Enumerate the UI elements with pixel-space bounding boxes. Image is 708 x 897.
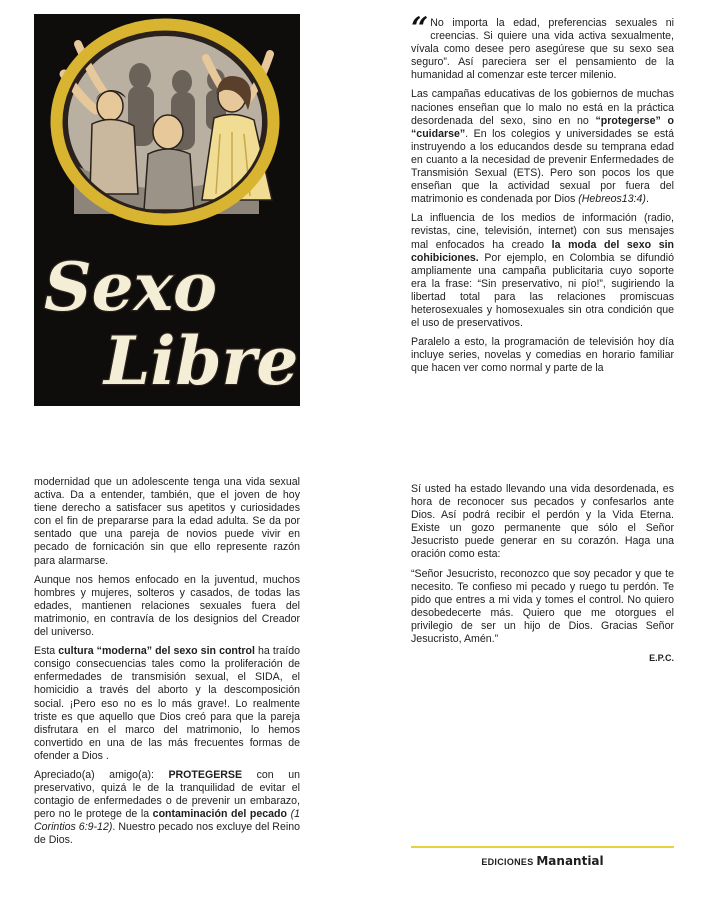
text-run: Las campañas educativas de los gobiernos de muchas naciones enseñan que lo malo no está en la práctica desordenada del sexo, sino en no (411, 88, 674, 127)
text-run: Aunque nos hemos enfocado en la juventud, muchos hombres y mujeres, solteros y casados, de todas las edades, mantienen relaciones sexuales fuera del matrimonio, en contravía de los designios del Creador del universo. (34, 573, 300, 639)
opening-quote-mark: “ (411, 11, 426, 46)
paragraph (34, 476, 300, 568)
text-run: la moda del sexo sin cohibiciones. (411, 238, 674, 264)
column-body (34, 476, 300, 848)
publisher-prefix: EDICIONES (481, 857, 534, 867)
paragraph (411, 336, 674, 375)
text-run: modernidad que un adolescente tenga una vida sexual activa. Da a entender, también, que el joven de hoy tiene derecho a satisfacer sus apetitos y curiosidades con el fin de prepararse para la edad adulta. Se da por sentado que una pareja de novios puede vivir en pecado de fornicación sin que ello represente razón para alarmarse. (34, 476, 300, 567)
column-body (411, 11, 674, 375)
text-run: Paralelo a esto, la programación de televisión hoy día incluye series, novelas y comedias en horario familiar que hacen ver como normal y parte de la (411, 336, 674, 375)
text-run: Por ejemplo, en Colombia se difundió ampliamente una campaña publicitaria cuyo soporte era la frase: “Sin preservativo, ni pío!”, sugiriendo la libertad total para las relaciones promiscuas heterosexuales y homosexuales sin otra condición que el uso de preservativos. (411, 251, 674, 330)
paragraph (34, 574, 300, 639)
cover-title-line1: Sexo (44, 248, 218, 326)
text-run: Sí usted ha estado llevando una vida desordenada, es hora de reconocer sus pecados y confesarlos ante Dios. Así podrá recibir el perdón y la Vida Eterna. Existe un gozo permanente que sólo el Señor Jesucristo puede generar en su corazón. Haga una oración como esta: (411, 483, 674, 561)
paragraph (34, 645, 300, 763)
text-run: . Nuestro pecado nos excluye del Reino de Dios. (34, 821, 300, 847)
text-run: “Señor Jesucristo, reconozco que soy pecador y que te necesito. Te confieso mi pecado y ruego tu perdón. Te pido que entres a mi vida y tomes el control. No quiero desobedecerte más. Quiero que me otorgues el privilegio de ser un hijo de Dios. Gracias Señor Jesucristo, Amén.” (411, 567, 674, 646)
text-run: ha traído consigo consecuencias tales como la proliferación de enfermedades de transmisión sexual, el SIDA, el homicidio a través del aborto y la descomposición social. ¡Pero eso no es lo más grave!. Lo realmente triste es que aquello que Dios creó para que la pareja disfrutara en el marco del matrimonio, lo hemos convertido en una de las más frecuentes formas de ofender a Dios . (34, 645, 300, 762)
text-run: con un preservativo, quizá le de la tranquilidad de evitar el contagio de enfermedades o de prevenir un embarazo, pero no le protege de la (34, 768, 300, 821)
author-signature: E.P.C. (649, 653, 674, 664)
text-run: . En los colegios y universidades se está instruyendo a los educandos desde su temprana edad en cuanto a la necesidad de prevenir Enfermedades de Transmisión Sexual (ETS). Pero son pocos los que enseñan que la actividad sexual por fuera del matrimonio es condenada por Dios (411, 127, 674, 206)
article-column-bottom-right (411, 483, 674, 665)
paragraph (411, 568, 674, 647)
paragraph (411, 88, 674, 206)
publisher-footer (411, 846, 674, 868)
paragraph (411, 483, 674, 562)
cover-art (34, 14, 300, 406)
text-run: contaminación del pecado (152, 808, 287, 821)
text-run: (1 Corintios 6:9-12) (34, 808, 300, 834)
text-run: (Hebreos13:4) (578, 193, 646, 206)
text-run: . (645, 193, 649, 206)
publisher-brand: Manantial (536, 854, 604, 868)
text-run: “protegerse” o “cuidarse” (411, 114, 674, 140)
text-run: PROTEGERSE (168, 768, 243, 781)
cover-illustration (34, 14, 300, 406)
cover-title-line2: Libre (104, 322, 299, 400)
text-run: No importa la edad, preferencias sexuales ni creencias. Si quiere una vida activa sexualmente, vívala como desee pero asegúrese que su sexo sea seguro”. Así pareciera ser el pensamiento de la humanidad al comenzar este tercer milenio. (411, 17, 674, 82)
text-run: Apreciado(a) amigo(a): (34, 768, 169, 781)
text-run: La influencia de los medios de información (radio, revistas, cine, televisión, internet) con sus mensajes mal enfocados ha creado (411, 212, 674, 251)
text-run: cultura “moderna” del sexo sin control (58, 645, 255, 658)
article-column-bottom-left (34, 476, 300, 854)
paragraph (411, 212, 674, 330)
column-body (411, 483, 674, 646)
article-column-top-right (411, 11, 674, 381)
text-run: Esta (34, 645, 59, 658)
paragraph (34, 769, 300, 848)
paragraph (411, 11, 674, 82)
